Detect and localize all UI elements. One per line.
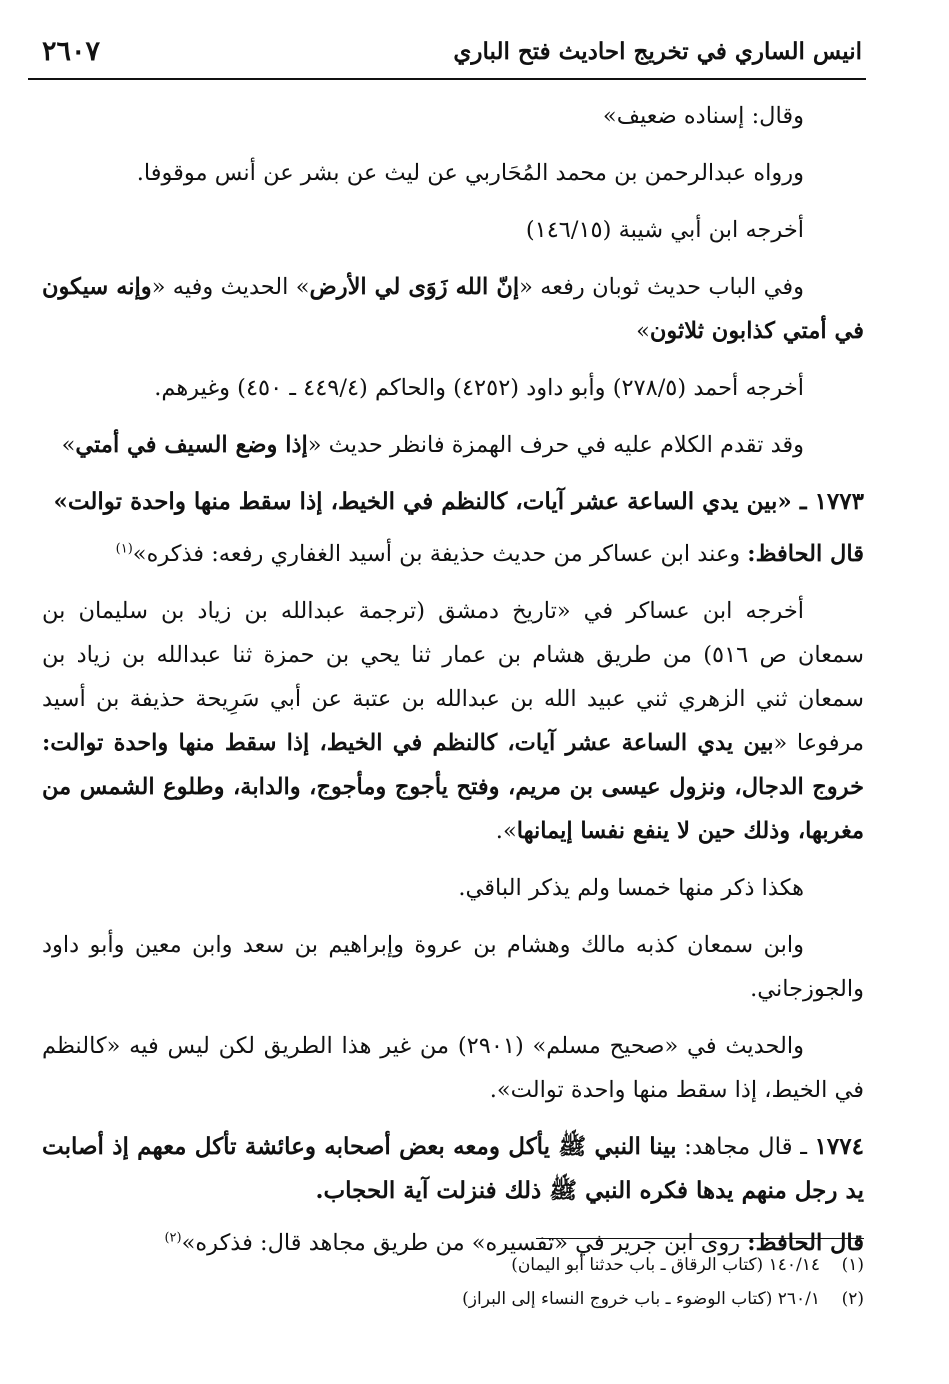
hadith-separator: ـ [791, 488, 815, 515]
paragraph-text: والحديث في «صحيح مسلم» (٢٩٠١) من غير هذا الطريق لكن ليس فيه «كالنظم في الخيط، إذا سقط منها واحدة توالت». [42, 1033, 864, 1103]
page-number: ٢٦٠٧ [42, 36, 101, 67]
paragraph-muharibi [42, 151, 864, 195]
footnotes [300, 1248, 864, 1316]
paragraph-text: » [636, 318, 650, 344]
hadith-text: بينا النبي ﷺ يأكل ومعه بعض أصحابه وعائشة تأكل معهم إذ أصابت يد رجل منهم يدها فكره النبي ﷺ ذلك فنزلت آية الحجاب. [42, 1133, 864, 1204]
paragraph-text: أخرجه أحمد (٢٧٨/٥) وأبو داود (٤٢٥٢) والحاكم (٤٤٩/٤ ـ ٤٥٠) وغيرهم. [154, 375, 804, 401]
paragraph-ahmad-abu-dawud [42, 366, 864, 410]
paragraph-text: » الحديث وفيه « [151, 274, 310, 300]
hadith-entry-1773 [42, 480, 864, 524]
footnote-item [300, 1282, 864, 1316]
footnote-text: ٢٦٠/١ (كتاب الوضوء ـ باب خروج النساء إلى البراز) [462, 1289, 820, 1309]
paragraph-hafiz-1773 [42, 532, 864, 576]
footnote-reference: (٢) [164, 1230, 182, 1246]
hadith-quote: وإنه سيكون في أمتي كذابون ثلاثون [42, 274, 864, 344]
hadith-quote: إذا وضع السيف في أمتي [75, 432, 308, 458]
paragraph-ibn-samaan [42, 923, 864, 1011]
hadith-quote: بين يدي الساعة عشر آيات، كالنظم في الخيط، إذا سقط منها واحدة توالت: خروج الدجال، ونزول عيسى بن مريم، وفتح يأجوج ومأجوج، والدابة، وطلوع الشمس من مغربها، وذلك حين لا ينفع نفسا إيمانها [42, 730, 864, 844]
hadith-number: ١٧٧٣ [814, 488, 864, 515]
footnote-item [300, 1248, 864, 1282]
footnote-mark: (٢) [841, 1289, 864, 1309]
running-header [28, 28, 866, 80]
footnote-mark: (١) [841, 1255, 864, 1275]
paragraph-ibn-abi-shayba [42, 208, 864, 252]
hadith-separator: ـ [792, 1134, 815, 1160]
hadith-text: «بين يدي الساعة عشر آيات، كالنظم في الخيط، إذا سقط منها واحدة توالت» [53, 488, 792, 515]
paragraph-text: ». [495, 818, 517, 844]
paragraph-text: وقد تقدم الكلام عليه في حرف الهمزة فانظر حديث « [307, 432, 804, 458]
paragraph-isnad-weak [42, 94, 864, 138]
paragraph-ibn-asakir [42, 589, 864, 853]
paragraph-cross-reference [42, 423, 864, 467]
hadith-entry-1774 [42, 1125, 864, 1213]
hafiz-label: قال الحافظ: [747, 541, 864, 567]
paragraph-text: ورواه عبدالرحمن بن محمد المُحَاربي عن ليث عن بشر عن أنس موقوفا. [136, 160, 804, 186]
hafiz-label: قال الحافظ: [747, 1230, 864, 1256]
hadith-quote: إنّ الله زَوَى لي الأرض [309, 274, 520, 300]
paragraph-text: وقال: إسناده ضعيف» [602, 103, 804, 129]
page-body [42, 94, 864, 1278]
paragraph-text: أخرجه ابن عساكر في «تاريخ دمشق (ترجمة عبدالله بن زياد بن سليمان بن سمعان ص ٥١٦) من طريق هشام بن عمار ثنا يحي بن حمزة ثنا عبدالله بن زياد بن سمعان ثني الزهري ثني عبيد الله بن عبدالله بن عتبة عن أبي سَرِيحة حذيفة بن أسيد مرفوعا « [42, 598, 865, 756]
paragraph-text: أخرجه ابن أبي شيبة (١٤٦/١٥) [525, 217, 804, 243]
footnote-text: ١٤٠/١٤ (كتاب الرقاق ـ باب حدثنا أبو اليمان) [511, 1255, 820, 1275]
paragraph-text: » [61, 432, 76, 458]
paragraph-text: هكذا ذكر منها خمسا ولم يذكر الباقي. [458, 875, 804, 901]
paragraph-text: وابن سمعان كذبه مالك وهشام بن عروة وإبراهيم بن سعد وابن معين وأبو داود والجوزجاني. [42, 932, 864, 1002]
book-title: انيس الساري في تخريج احاديث فتح الباري [453, 38, 862, 65]
paragraph-text: روى ابن جرير في «تفسيره» من طريق مجاهد قال: فذكره» [181, 1230, 748, 1256]
hadith-number: ١٧٧٤ [814, 1133, 864, 1160]
paragraph-five-mentioned [42, 866, 864, 910]
paragraph-sahih-muslim [42, 1024, 864, 1112]
footnote-reference: (١) [115, 541, 133, 557]
paragraph-thawban [42, 265, 864, 353]
footnote-divider [536, 1238, 864, 1239]
paragraph-text: وعند ابن عساكر من حديث حذيفة بن أسيد الغفاري رفعه: فذكره» [132, 541, 748, 567]
paragraph-text: وفي الباب حديث ثوبان رفعه « [519, 274, 804, 300]
hadith-lead: قال مجاهد: [676, 1134, 793, 1160]
